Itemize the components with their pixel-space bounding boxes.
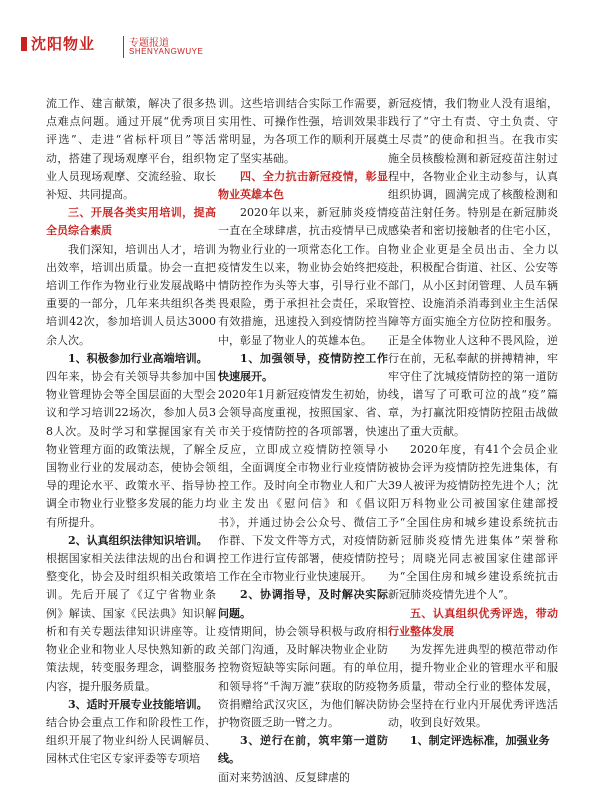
- article-column-1: [46, 95, 216, 769]
- header-divider: [123, 36, 124, 58]
- paragraph-continued: 四年来，协会有关领导共参加中国物业管理协会等全国层面的大型会议和学习培训22场次，参加人员38人次。及时学习和掌握国家有关物业管理方面的政策法规，了解全国物业行业的发展动态，使协会领导的理论水平、政策水平、指导协调全市物业行业整多发展的能力均有所提升。: [46, 370, 216, 529]
- sub-heading: 2、协调指导，及时解决实际问题。: [218, 588, 388, 620]
- page-header: [0, 0, 591, 84]
- paragraph: 2020年以来，新冠肺炎疫情一直在全球肆虐，抗击疫情早已成为物业行业的一项常态化工作。自疫情发生以来，物业协会始终把疫情防控作为头等大事，引导行业不畏艰险，勇于承担社会责任，采取有效措施，迅速投入到疫情防控当中，彰显了物业人的英雄本色。: [218, 206, 388, 347]
- paragraph-continued: 2020年1月新冠疫情发生初始，协会领导高度重视，按照国家、省、市关于疫情防控的各项部署，快速反应，立即成立疫情防控领导小组，全面调度全市物业行业疫情防控工作。及时向全市物业人和广大业主发出《慰问信》和《倡议书》，并通过协会公众号、微信工作群、下发文件等方式，对疫情防控工作进行宣传部署，使疫情防控工作在全市物业行业快速展开。: [218, 388, 388, 584]
- paragraph-continued: 疫情期间，协会领导积极与政府相关部门沟通，及时解决物业企业防控物资短缺等实际问题。有的单位和领导将“千淘万漉”获取的防疫物资捐赠给武汉灾区，为他们解决防护物资匮乏助一臂之力。: [218, 624, 388, 729]
- article-column-2: [218, 95, 388, 787]
- sub-heading: 3、逆行在前，筑牢第一道防线。: [218, 734, 388, 766]
- section-heading: 三、开展各类实用培训，提高全员综合素质: [46, 206, 216, 238]
- paragraph-continued: 面对来势汹汹、反复肆虐的: [218, 770, 350, 784]
- sub-heading: 1、积极参加行业高端培训。: [68, 351, 208, 365]
- paragraph: 我们深知，培训出人才，培训出效率，培训出质量。协会一直把培训工作作为物业行业发展战略中重要的一部分，几年来共组织各类培训42次，参加培训人员达3000余人次。: [46, 242, 216, 347]
- sub-heading: 1、制定评选标准，加强业务: [410, 734, 550, 748]
- section-heading: 五、认真组织优秀评选，带动行业整体发展: [388, 606, 558, 638]
- brand-title: 沈阳物业: [31, 35, 96, 53]
- paragraph-continued: 结合协会重点工作和阶段性工作，组织开展了物业纠纷人民调解员、园林式住宅区专家评委等专项培: [46, 715, 216, 766]
- paragraph-continued: 流工作、建言献策，解决了很多热点难点问题。通过开展“优秀项目评选”、走进“省标杆项目”等活动，搭建了现场观摩平台，组织物业人员现场观摩、交流经验、取长补短、共同提高。: [46, 97, 216, 202]
- section-title-en: SHENYANGWUYE: [129, 47, 204, 56]
- paragraph: 2020年度，有41个会员企业被协会评为疫情防控先进集体，有39人被评为疫情防控先进个人；沈阳万科物业公司被国家住建部授予“全国住房和城乡建设系统抗击新冠肺炎疫情先进集体”荣誉称号；周晓光同志被国家住建部评为“全国住房和城乡建设系统抗击新冠肺炎疫情先进个人”。: [388, 442, 558, 602]
- article-column-3: [388, 95, 558, 750]
- paragraph-continued: 新冠疫情，我们物业人没有退缩，践行了“守土有责、守土负责、守土尽责”的使命和担当。在我市实施全员核酸检测和新冠疫苗注射过程中，各物业企业主动参与，认真组织协调，圆满完成了核酸检测和疫苗注射任务。特别是在新冠肺炎感染者和密切接触者的住宅小区，物业企业更是全员出击、全力以赴，积极配合街道、社区、公安等部门，从小区封闭管理、人员车辆管控、设施消杀消毒到业主生活保障等方面实施全方位防控和服务。正是全体物业人这种不畏风险，逆行在前，无私奉献的拼搏精神，牢牢守住了沈城疫情防控的第一道防线，谱写了可歌可泣的战“疫”篇章，为打赢沈阳疫情防控阻击战做出了重大贡献。: [388, 97, 558, 438]
- brand-mark-icon: [21, 37, 27, 51]
- paragraph: 为发挥先进典型的模范带动作用，提升物业企业的管理水平和服务质量，带动全行业的整体发展，协会坚持在行业内开展优秀评选活动，收到良好效果。: [388, 643, 558, 729]
- section-title-cn: 专题报道: [129, 38, 169, 49]
- sub-heading: 2、认真组织法律知识培训。: [68, 533, 208, 547]
- paragraph-continued: 训。这些培训结合实际工作需要，实用性、可操作性强，培训效果非常明显，为各项工作的顺利开展奠定了坚实基础。: [218, 97, 388, 165]
- paragraph-continued: 根据国家相关法律法规的出台和调整变化，协会及时组织相关政策培训。先后开展了《辽宁省物业条例》解读、国家《民法典》知识解析和有关专题法律知识讲座等。让物业企业和物业人尽快熟知新的政策法规，转变服务理念，调整服务内容，提升服务质量。: [46, 552, 216, 693]
- section-heading: 四、全力抗击新冠疫情，彰显物业英雄本色: [218, 169, 388, 202]
- sub-heading: 1、加强领导，疫情防控工作快速展开。: [218, 351, 388, 384]
- sub-heading: 3、适时开展专业技能培训。: [68, 697, 208, 711]
